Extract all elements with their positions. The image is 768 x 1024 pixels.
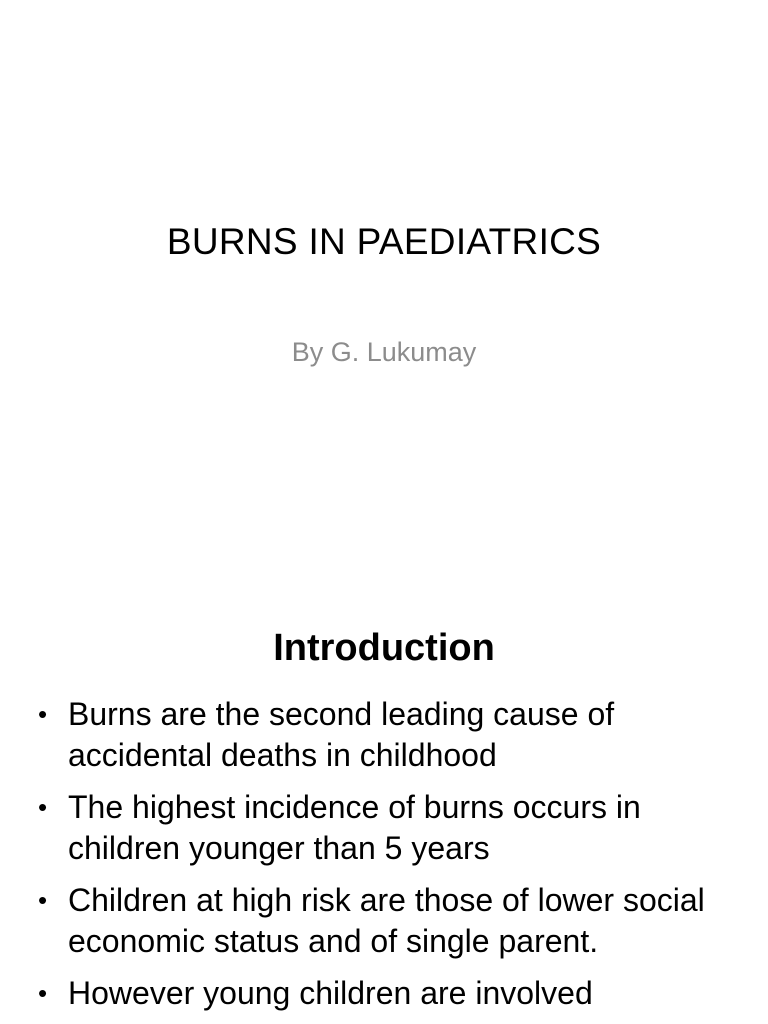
bullet-list <box>36 694 736 1024</box>
bullet-text: Burns are the second leading cause of accidental deaths in childhood <box>68 696 615 773</box>
introduction-slide <box>0 576 768 1024</box>
bullet-item <box>36 787 736 869</box>
bullet-icon: • <box>38 885 48 915</box>
bullet-icon: • <box>38 978 48 1008</box>
section-heading: Introduction <box>273 627 495 669</box>
slide-subtitle: By G. Lukumay <box>291 337 477 367</box>
bullet-item <box>36 880 736 962</box>
slide-title: BURNS IN PAEDIATRICS <box>166 221 602 262</box>
bullet-text: The highest incidence of burns occurs in children younger than 5 years <box>68 789 641 866</box>
bullet-text: However young children are involved <box>68 975 593 1011</box>
bullet-item <box>36 973 736 1014</box>
bullet-icon: • <box>38 699 48 729</box>
bullet-text: Children at high risk are those of lower social economic status and of single parent. <box>68 882 705 959</box>
bullet-icon: • <box>38 792 48 822</box>
bullet-item <box>36 694 736 776</box>
